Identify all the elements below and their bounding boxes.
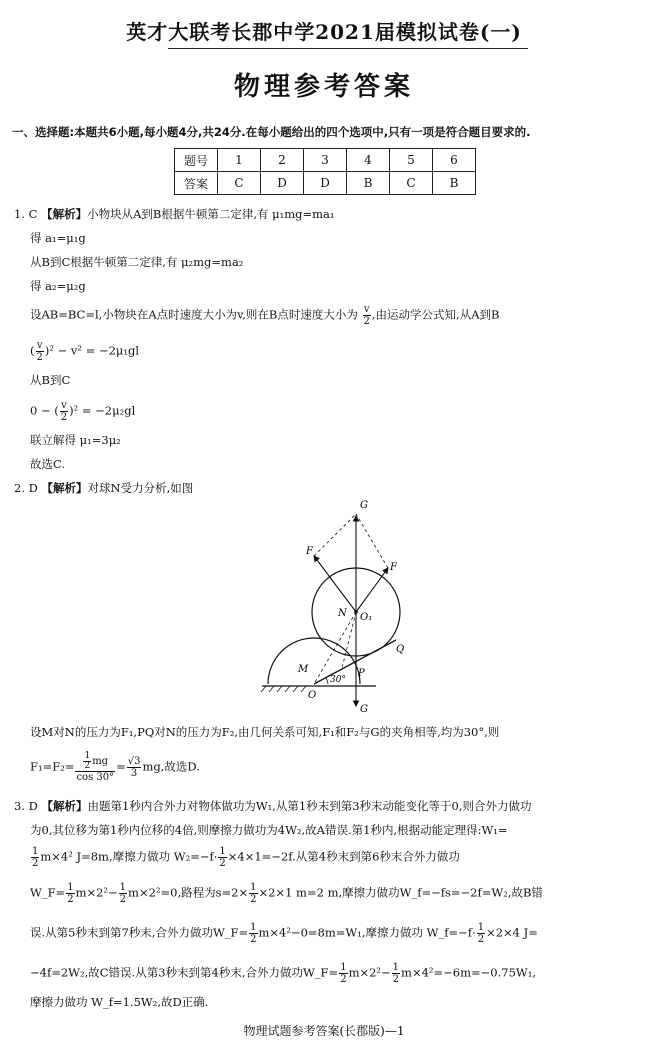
fraction: $\frac{1}{2}$ [392,962,400,985]
fraction: $\frac{v}{2}$ [363,304,370,327]
label-p: P [358,668,365,679]
table-label-number: 题号 [175,149,218,172]
fraction: $\frac{1}{2}$ [119,882,127,905]
incline-pq [314,640,396,684]
fraction: $\frac{1}{2}$ [32,846,39,869]
label-q: Q [396,644,405,655]
label-g-top: G [360,500,368,511]
table-cell: 4 [347,149,390,172]
label-g-bottom: G [360,704,368,715]
q1-analysis-tag: 【解析】 [41,207,88,221]
page-footer: 物理试题参考答案(长郡版)—1 [243,1024,405,1038]
label-o: O [308,690,317,701]
angle-arc [326,678,328,684]
q3-line-3: $\frac{1}{2}$ m×4² J=8m,摩擦力做功 W₂=−f· $\frac{1}{2}$ ×4×1=−2f.从第4秒末到第6秒末合外力做功 [32,846,460,869]
table-cell: 6 [433,149,476,172]
ground-hatch [261,686,306,692]
label-m: M [298,664,309,675]
page-title: 物理参考答案 [233,72,414,102]
half-cylinder-m [268,638,360,684]
table-cell: B [433,172,476,195]
fraction: $\frac{1}{2}$ mg cos 30° [76,751,115,783]
fraction: $\frac{v}{2}$ [36,340,43,363]
fraction: $\frac{1}{2}$ [219,846,226,869]
q3-line-7: 摩擦力做功 W_f=1.5W₂,故D正确. [30,995,209,1009]
fraction: $\frac{1}{2}$ [250,882,257,905]
fraction: $\frac{1}{2}$ [477,922,485,945]
q2-line-2: 设M对N的压力为F₁,PQ对N的压力为F₂,由几何关系可知,F₁和F₂与G的夹角相等,均为30°,则 [30,725,500,739]
q2-line-3: F₁=F₂= $\frac{1}{2}$ mg cos 30° = $\frac{√3}{3}$ mg,故选D. [30,751,200,783]
table-cell: D [304,172,347,195]
q1-number: 1. C [14,207,38,221]
q3-number: 3. D [14,799,38,813]
answer-table-row-answers [175,172,476,195]
q3-line-2: 为0,其位移为第1秒内位移的4倍,则摩擦力做功为4W₂,故A错误.第1秒内,根据动能定理得:W₁= [30,823,508,837]
fraction: $\frac{1}{2}$ [250,922,257,945]
fraction: $\frac{√3}{3}$ [127,756,141,779]
q1-line-1: 1. C 【解析】小物块从A到B根据牛顿第二定律,有 μ₁mg=ma₁ [14,207,335,221]
table-cell: 1 [218,149,261,172]
table-cell: C [390,172,433,195]
force-f2 [356,568,388,612]
q1-line-9: 联立解得 μ₁=3μ₂ [30,433,121,447]
exam-header: 英才大联考长郡中学2021届模拟试卷(一) [126,20,522,44]
table-label-answer: 答案 [175,172,218,195]
section-heading: 一、选择题:本题共6小题,每小题4分,共24分.在每小题给出的四个选项中,只有一项是符合题目要求的. [12,125,531,139]
label-angle: 30° [330,675,346,685]
answer-table-row-numbers [175,149,476,172]
header-rule [168,48,528,49]
fraction: $\frac{1}{2}$ [67,882,74,905]
center-o1 [354,610,358,614]
q2-analysis-tag: 【解析】 [41,481,88,495]
q1-line-2: 得 a₁=μ₁g [30,231,86,245]
label-n: N [338,608,347,619]
q1-line-4: 得 a₂=μ₂g [30,279,86,293]
q1-line-7: 从B到C [30,373,71,387]
table-cell: B [347,172,390,195]
table-cell: 3 [304,149,347,172]
q3-line-5: 误.从第5秒末到第7秒末,合外力做功W_F= $\frac{1}{2}$ m×4²−0=8m=W₁,摩擦力做功 W_f=−f· $\frac{1}{2}$ ×2×4 J= [30,922,538,945]
fraction: $\frac{1}{2}$ [340,962,347,985]
q3-line-6: −4f=2W₂,故C错误.从第3秒末到第4秒末,合外力做功W_F= $\frac{1}{2}$ m×2²− $\frac{1}{2}$ m×4²=−6m=−0.75W₁, [30,962,536,985]
table-cell: D [261,172,304,195]
label-f2: F [390,562,397,573]
label-o1: O₁ [360,612,373,623]
answer-table [174,148,476,195]
force-f1 [314,556,356,612]
table-cell: 5 [390,149,433,172]
label-f1: F [306,546,313,557]
q2-number: 2. D [14,481,38,495]
q3-line-1: 3. D 【解析】由题第1秒内合外力对物体做功为W₁,从第1秒末到第3秒末动能变化等于0,则合外力做功 [14,799,532,813]
q1-line-6: ( $\frac{v}{2}$ )² − v² = −2μ₁gl [30,340,140,363]
q1-line-3: 从B到C根据牛顿第二定律,有 μ₂mg=ma₂ [30,255,244,269]
q1-line-8: 0 − ( $\frac{v}{2}$ )² = −2μ₂gl [30,400,136,423]
q3-analysis-tag: 【解析】 [41,799,88,813]
fraction: $\frac{v}{2}$ [60,400,68,423]
force-diagram [256,496,416,716]
table-cell: 2 [261,149,304,172]
q1-line-5: 设AB=BC=l,小物块在A点时速度大小为v,则在B点时速度大小为 $\frac{v}{2}$ ,由运动学公式知,从A到B [30,304,500,327]
q3-line-4: W_F= $\frac{1}{2}$ m×2²− $\frac{1}{2}$ m×2²=0,路程为s=2× $\frac{1}{2}$ ×2×1 m=2 m,摩擦力做功W_f=−fs=−2f=W₂,故B错 [30,882,543,905]
table-cell: C [218,172,261,195]
q2-line-1: 2. D 【解析】对球N受力分析,如图 [14,481,194,495]
q1-line-10: 故选C. [30,457,66,471]
